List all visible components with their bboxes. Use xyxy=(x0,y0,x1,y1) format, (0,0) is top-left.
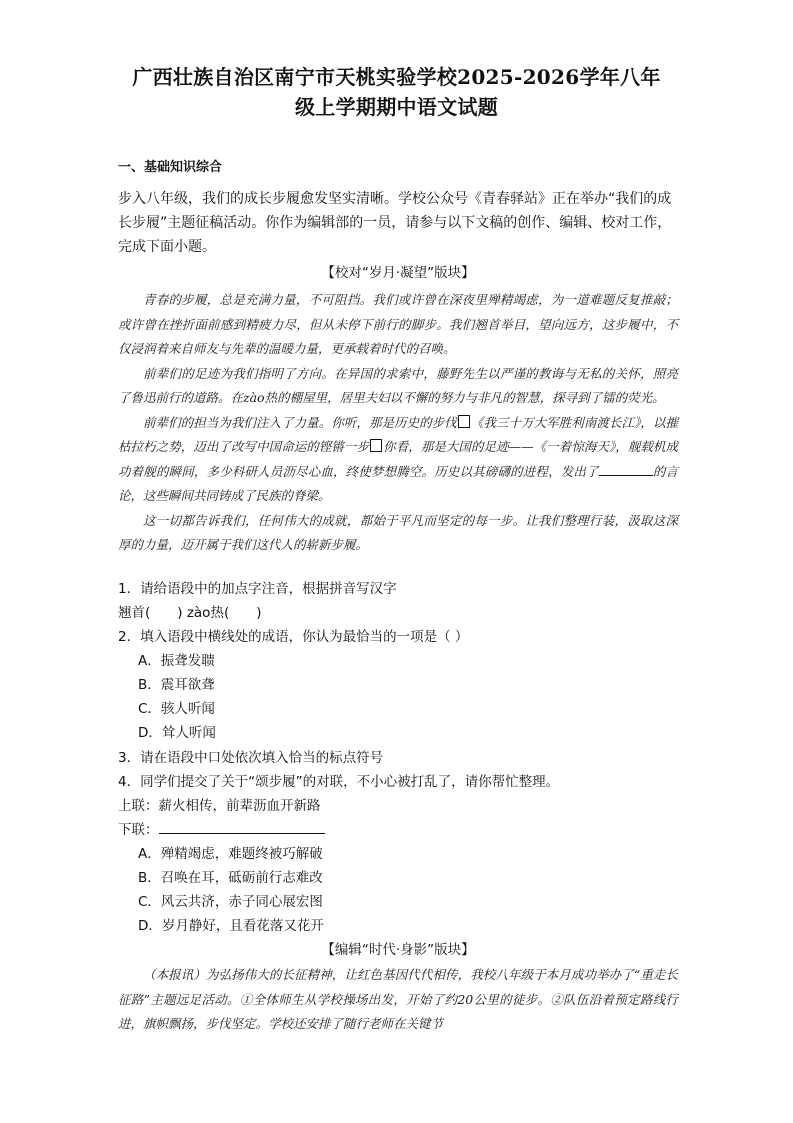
question-2 xyxy=(118,625,678,745)
option-b: B．震耳欲聋 xyxy=(138,677,215,693)
question-3 xyxy=(118,746,678,770)
option-a: A．振聋发聩 xyxy=(138,653,215,669)
question-text: 1．请给语段中的加点字注音，根据拼音写汉字 xyxy=(118,581,397,597)
punctuation-box xyxy=(458,415,470,428)
passage1-paragraph xyxy=(118,411,678,509)
upper-couplet: 上联：薪火相传，前辈沥血开新路 xyxy=(118,798,321,814)
question-1 xyxy=(118,577,678,625)
question-text: 2．填入语段中横线处的成语，你认为最恰当的一项是（ ） xyxy=(118,629,469,645)
section-heading: 一、基础知识综合 xyxy=(118,160,223,175)
option-d: D．耸人听闻 xyxy=(138,725,216,741)
exam-title-line2: 级上学期期中语文试题 xyxy=(295,95,498,119)
passage1-paragraph: 青春的步履，总是充满力量，不可阻挡。我们或许曾在深夜里殚精竭虑，为一道难题反复推敲；或许曾在挫折面前感到精疲力尽，但从未停下前行的脚步。我们翘首举目，望向远方，这步履中，不仅浸润着来自师友与先辈的温暖力量，更承载着时代的召唤。 xyxy=(118,292,678,356)
intro-paragraph: 步入八年级，我们的成长步履愈发坚实清晰。学校公众号《青春驿站》正在举办“我们的成长步履”主题征稿活动。你作为编辑部的一员，请参与以下文稿的创作、编辑、校对工作，完成下面小题。 xyxy=(118,191,672,255)
block2-title: 【编辑“时代·身影”版块】 xyxy=(321,942,475,958)
passage1-text: 前辈们的担当为我们注入了力量。你听，那是历史的步伐 xyxy=(143,414,457,430)
option-b: B．召唤在耳，砥砺前行志难改 xyxy=(138,870,323,886)
passage1-paragraph: 前辈们的足迹为我们指明了方向。在异国的求索中，藤野先生以严谨的教诲与无私的关怀，照亮了鲁迅前行的道路。在zào热的棚屋里，居里夫妇以不懈的努力与非凡的智慧，探寻到了镭的荧光。 xyxy=(118,365,678,405)
passage1-text: 《我三十万大军胜利南渡长江》，以摧枯拉朽之势，迈出了改写中国命运的铿锵一步 xyxy=(118,414,678,454)
exam-title xyxy=(100,62,693,122)
question-sub: 翘首( ) zào热( ) xyxy=(118,605,262,621)
option-a: A．殚精竭虑，难题终被巧解破 xyxy=(138,846,323,862)
passage2-paragraph: （本报讯）为弘扬伟大的长征精神，让红色基因代代相传，我校八年级于本月成功举办了“重走长征路”主题远足活动。①全体师生从学校操场出发，开始了约20公里的徒步。②队伍沿着预定路线行进，旗帜飘扬，步伐坚定。学校还安排了随行老师在关键节 xyxy=(118,967,678,1031)
answer-line xyxy=(159,819,325,834)
lower-couplet xyxy=(118,818,678,842)
option-c: C．风云共济，赤子同心展宏图 xyxy=(138,894,323,910)
idiom-blank xyxy=(599,463,653,476)
block1-title: 【校对“岁月·凝望”版块】 xyxy=(321,265,475,281)
passage1-text: 的言论，这些瞬间共同铸成了民族的脊梁。 xyxy=(118,463,678,503)
passage1-text: 你看，那是大国的足迹——《一着惊海天》，舰载机成功着舰的瞬间，多少科研人员沥尽心血，终使梦想腾空。历史以其磅礴的进程，发出了 xyxy=(118,439,678,479)
passage2 xyxy=(118,963,678,1037)
question-4 xyxy=(118,770,678,938)
question-text: 4．同学们提交了关于“颂步履”的对联，不小心被打乱了，请你帮忙整理。 xyxy=(118,774,560,790)
question-text: 3．请在语段中口处依次填入恰当的标点符号 xyxy=(118,750,384,766)
option-d: D．岁月静好，且看花落又花开 xyxy=(138,918,324,934)
lower-couplet-label: 下联： xyxy=(118,822,159,838)
passage1 xyxy=(118,288,678,558)
passage1-paragraph: 这一切都告诉我们，任何伟大的成就，都始于平凡而坚定的每一步。让我们整理行装，汲取这深厚的力量，迈开属于我们这代人的崭新步履。 xyxy=(118,512,678,552)
option-c: C．骇人听闻 xyxy=(138,701,215,717)
punctuation-box xyxy=(370,439,382,452)
exam-title-line1: 广西壮族自治区南宁市天桃实验学校2025-2026学年八年 xyxy=(132,65,661,89)
